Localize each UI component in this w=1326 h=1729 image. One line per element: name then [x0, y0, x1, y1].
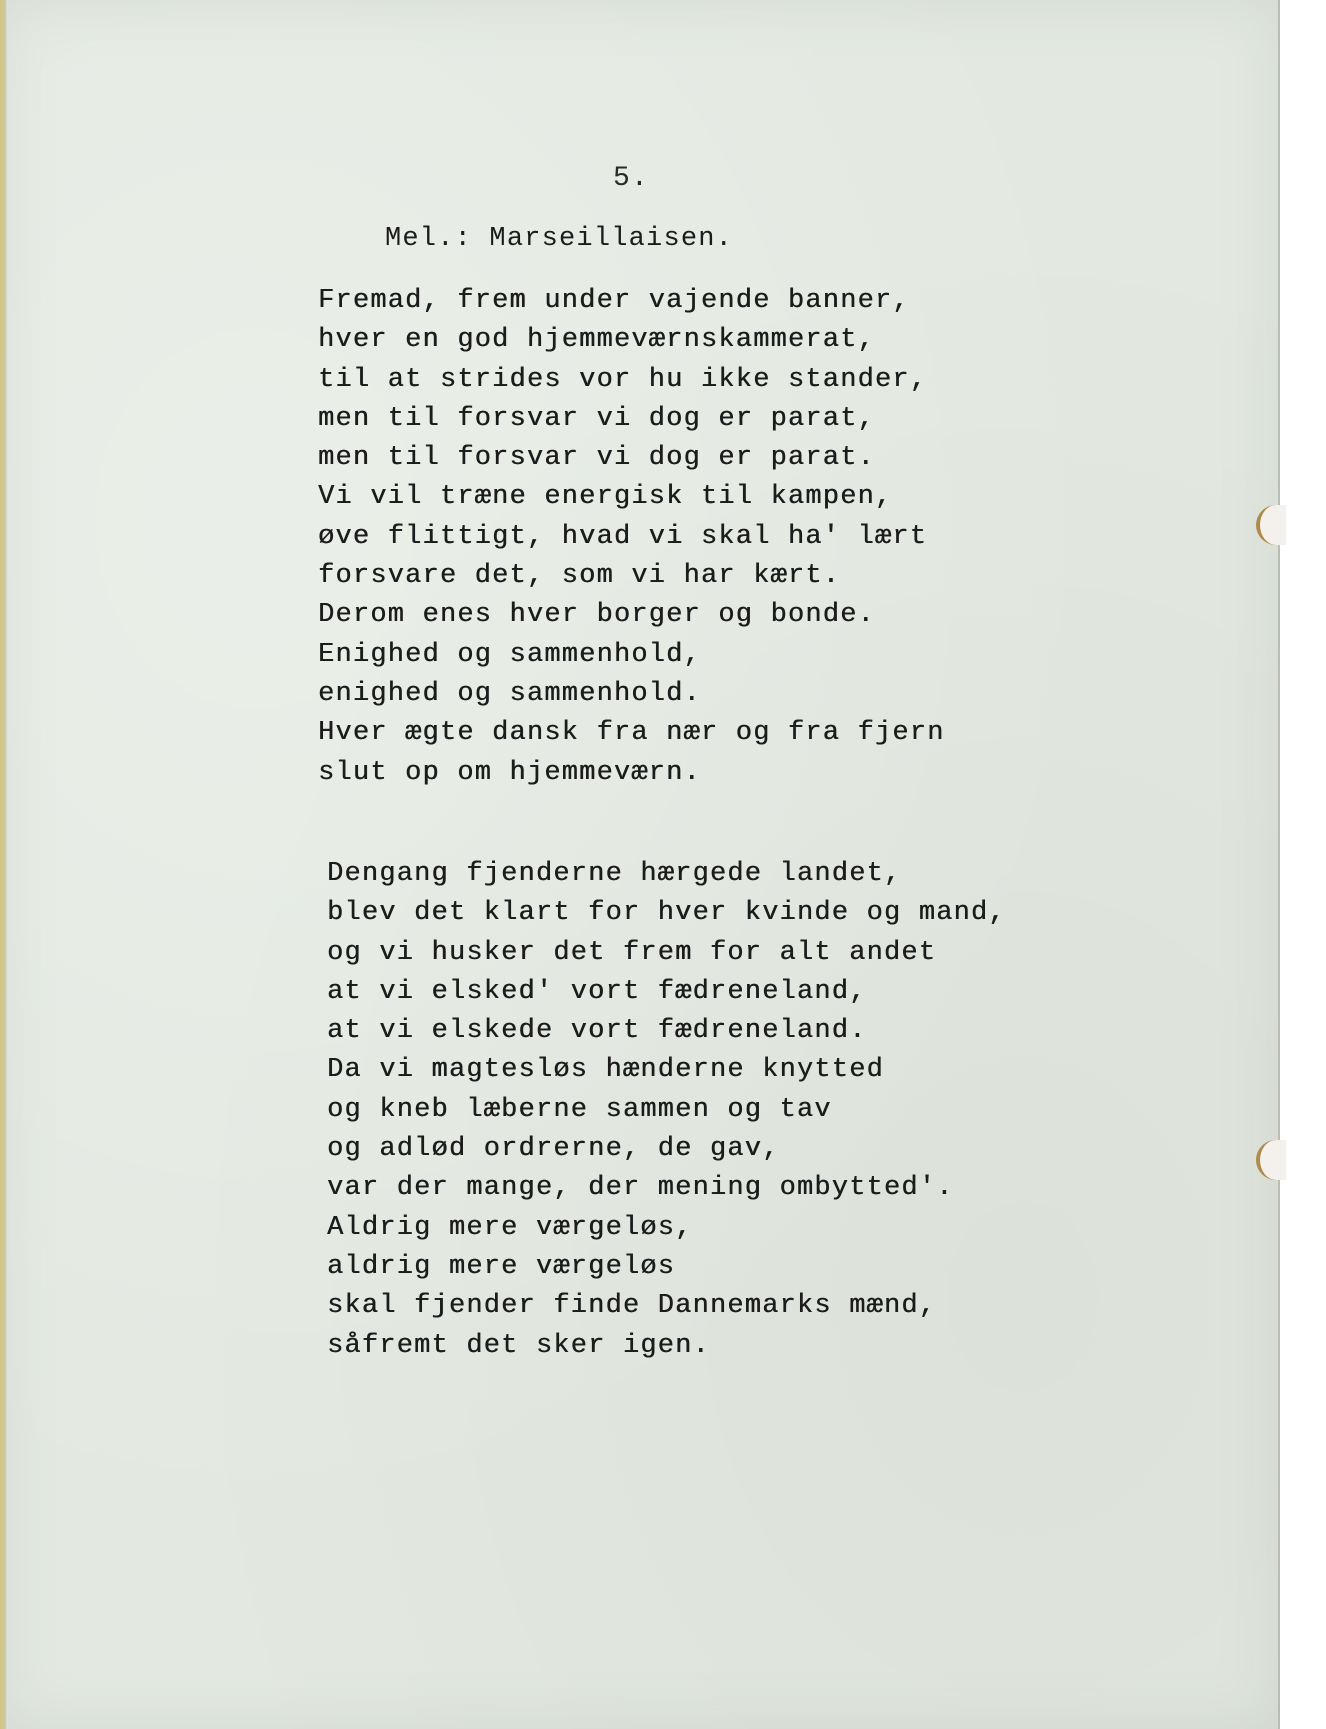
verse-line: og adlød ordrerne, de gav, — [327, 1134, 780, 1165]
verse-line: Enighed og sammenhold, — [318, 639, 701, 670]
verse-line: Dengang fjenderne hærgede landet, — [327, 859, 902, 889]
verse-line: at vi elskede vort fædreneland. — [327, 1016, 867, 1047]
verse-line: Hver ægte dansk fra nær og fra fjern — [318, 718, 945, 749]
verse-line: var der mange, der mening ombytted'. — [327, 1173, 954, 1204]
verse-line: forsvare det, som vi har kært. — [318, 561, 841, 592]
page-number: 5. — [613, 163, 650, 194]
verse-line: til at strides vor hu ikke stander, — [318, 364, 928, 395]
verse-line: hver en god hjemmeværnskammerat, — [318, 325, 875, 356]
verse-line: Fremad, frem under vajende banner, — [318, 286, 910, 316]
verse-line: Aldrig mere værgeløs, — [327, 1212, 693, 1243]
verse-line: og vi husker det frem for alt andet — [327, 937, 937, 968]
verse-line: skal fjender finde Dannemarks mænd, — [327, 1291, 937, 1322]
verse-line: Da vi magtesløs hænderne knytted — [327, 1055, 884, 1086]
stanza-2 — [327, 855, 1006, 1366]
verse-line: øve flittigt, hvad vi skal ha' lært — [318, 521, 928, 552]
verse-line: slut op om hjemmeværn. — [318, 757, 701, 788]
scan-background — [1278, 0, 1326, 1729]
verse-line: Derom enes hver borger og bonde. — [318, 600, 875, 631]
verse-line: såfremt det sker igen. — [327, 1330, 710, 1361]
verse-line: men til forsvar vi dog er parat, — [318, 403, 875, 434]
verse-line: enighed og sammenhold. — [318, 678, 701, 709]
verse-line: aldrig mere værgeløs — [327, 1251, 676, 1282]
verse-line: Vi vil træne energisk til kampen, — [318, 482, 893, 513]
verse-line: at vi elsked' vort fædreneland, — [327, 976, 867, 1007]
verse-line: og kneb læberne sammen og tav — [327, 1094, 832, 1125]
verse-line: men til forsvar vi dog er parat. — [318, 443, 875, 474]
stanza-1 — [318, 282, 945, 793]
melody-note: Mel.: Marseillaisen. — [385, 224, 734, 254]
verse-line: blev det klart for hver kvinde og mand, — [327, 898, 1006, 929]
